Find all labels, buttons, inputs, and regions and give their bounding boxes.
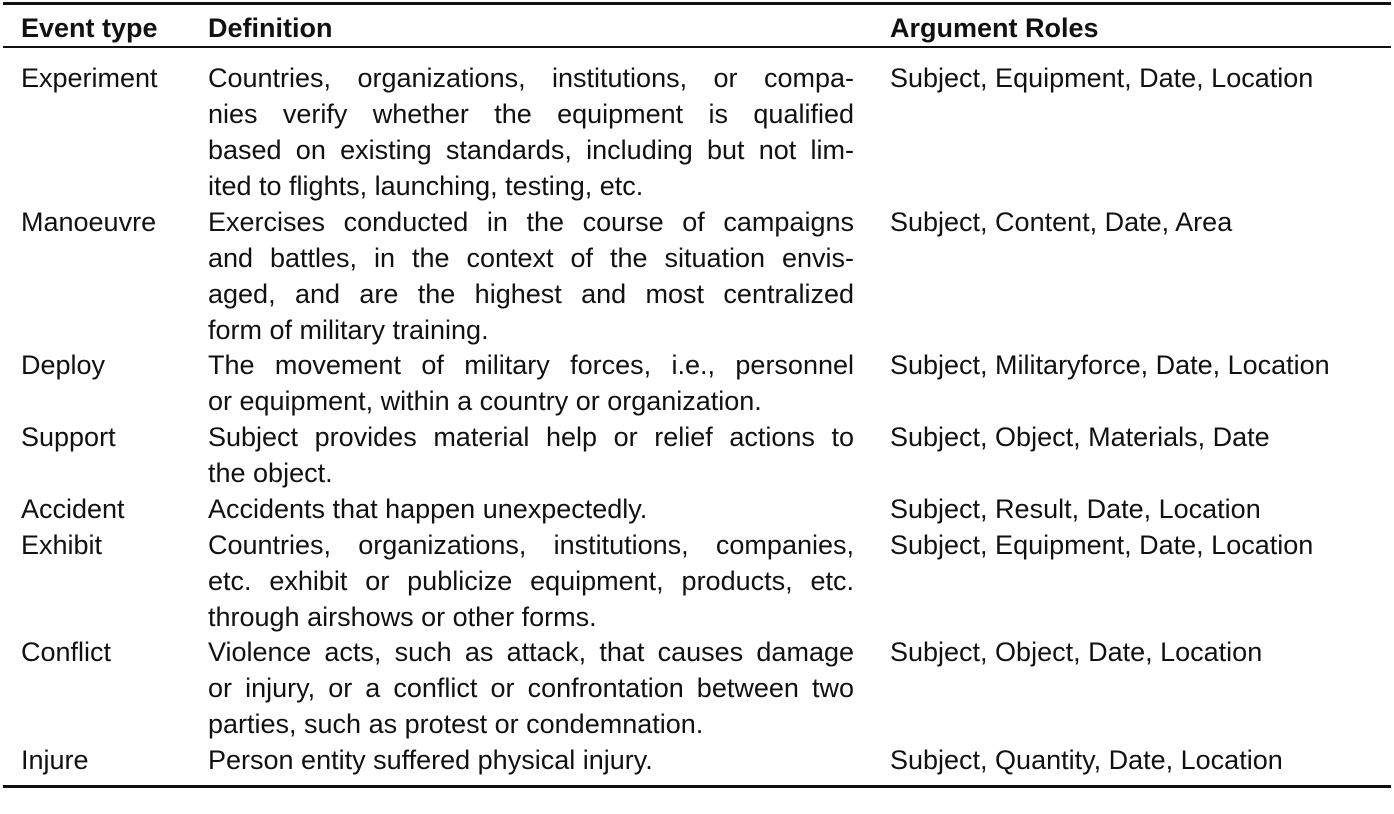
event-type-cell: Manoeuvre	[21, 207, 157, 237]
definition-line: Countries, organizations, institutions, companies,	[208, 530, 854, 560]
definition-cell	[208, 527, 854, 635]
argument-roles-cell: Subject, Equipment, Date, Location	[890, 530, 1314, 560]
bottom-rule	[3, 785, 1391, 788]
definition-line: Exercises conducted in the course of campaigns	[208, 207, 854, 237]
event-type-cell: Experiment	[21, 63, 158, 93]
definition-line: or injury, or a conflict or confrontation between two	[208, 673, 854, 703]
definition-line: Subject provides material help or relief actions to	[208, 422, 854, 452]
header-rule	[3, 46, 1391, 48]
definition-line: form of military training.	[208, 315, 489, 345]
event-type-cell: Injure	[21, 745, 89, 775]
definition-line: or equipment, within a country or organization.	[208, 386, 762, 416]
definition-line: etc. exhibit or publicize equipment, products, etc.	[208, 566, 854, 596]
event-type-cell: Accident	[21, 494, 125, 524]
definition-cell	[208, 347, 854, 419]
argument-roles-cell: Subject, Result, Date, Location	[890, 494, 1261, 524]
definition-cell	[208, 204, 854, 348]
event-type-cell: Conflict	[21, 637, 112, 667]
definition-line: based on existing standards, including but not lim-	[208, 135, 854, 165]
definition-cell	[208, 742, 854, 778]
definition-cell	[208, 491, 854, 527]
header-argument-roles: Argument Roles	[890, 13, 1099, 43]
header-event-type: Event type	[21, 13, 158, 43]
argument-roles-cell: Subject, Militaryforce, Date, Location	[890, 350, 1330, 380]
definition-line: Accidents that happen unexpectedly.	[208, 494, 648, 524]
definition-line: Countries, organizations, institutions, or compa-	[208, 63, 854, 93]
definition-line: parties, such as protest or condemnation.	[208, 709, 704, 739]
event-type-cell: Exhibit	[21, 530, 103, 560]
definition-line: The movement of military forces, i.e., personnel	[208, 350, 854, 380]
event-type-cell: Deploy	[21, 350, 106, 380]
definition-cell	[208, 634, 854, 742]
argument-roles-cell: Subject, Content, Date, Area	[890, 207, 1233, 237]
definition-line: Person entity suffered physical injury.	[208, 745, 653, 775]
event-type-cell: Support	[21, 422, 116, 452]
definition-line: and battles, in the context of the situation envis-	[208, 243, 854, 273]
argument-roles-cell: Subject, Equipment, Date, Location	[890, 63, 1314, 93]
definition-line: nies verify whether the equipment is qualified	[208, 99, 854, 129]
definition-line: Violence acts, such as attack, that causes damage	[208, 637, 854, 667]
definition-line: aged, and are the highest and most centralized	[208, 279, 854, 309]
argument-roles-cell: Subject, Object, Materials, Date	[890, 422, 1270, 452]
top-rule	[3, 2, 1391, 5]
definition-cell	[208, 60, 854, 204]
definition-line: through airshows or other forms.	[208, 602, 597, 632]
header-definition: Definition	[208, 13, 333, 43]
definition-cell	[208, 419, 854, 491]
definition-line: the object.	[208, 458, 333, 488]
argument-roles-cell: Subject, Quantity, Date, Location	[890, 745, 1283, 775]
argument-roles-cell: Subject, Object, Date, Location	[890, 637, 1263, 667]
definition-line: ited to flights, launching, testing, etc.	[208, 171, 644, 201]
